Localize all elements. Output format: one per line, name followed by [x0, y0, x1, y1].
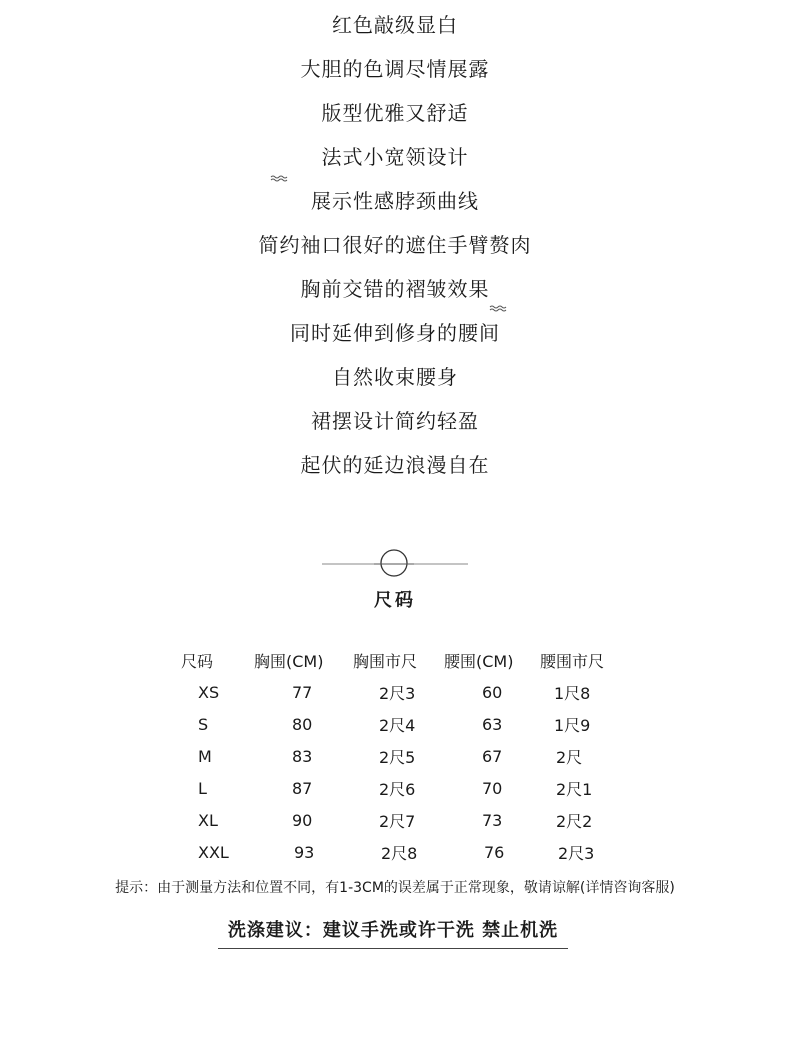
size-cell: 2尺3 [379, 683, 416, 703]
description-line-6: 简约袖口很好的遮住手臂赘肉 [258, 233, 532, 257]
size-cell: 1尺8 [554, 683, 591, 703]
size-table-row [170, 740, 630, 772]
size-cell: 90 [292, 810, 313, 830]
wash-advice: 洗涤建议：建议手洗或许干洗 禁止机洗 [218, 916, 568, 949]
size-table-row [170, 676, 630, 708]
size-cell: 93 [294, 842, 315, 862]
size-cell: 83 [292, 746, 313, 766]
description-line-7: 胸前交错的褶皱效果 [300, 277, 490, 301]
description-line-9: 自然收束腰身 [332, 365, 458, 389]
description-line-2: 大胆的色调尽情展露 [300, 57, 490, 81]
size-cell: 67 [482, 746, 503, 766]
size-cell: XS [198, 682, 220, 702]
size-table-row [170, 804, 630, 836]
size-cell: XXL [198, 842, 229, 862]
size-cell: 87 [292, 778, 313, 798]
size-cell: 73 [482, 810, 503, 830]
size-cell: M [198, 746, 212, 766]
size-cell: 60 [482, 682, 503, 702]
measurement-tip: 提示：由于测量方法和位置不同，有1-3CM的误差属于正常现象，敬请谅解(详情咨询客服) [115, 880, 675, 896]
wave-decoration-icon [489, 304, 507, 314]
wave-decoration-icon [270, 174, 288, 184]
description-line-11: 起伏的延边浪漫自在 [300, 453, 490, 477]
size-table-header: 胸围(CM) [254, 651, 324, 671]
size-cell: XL [198, 810, 218, 830]
size-cell: 80 [292, 714, 313, 734]
size-table-row [170, 708, 630, 740]
size-cell: 77 [292, 682, 313, 702]
description-line-1: 红色敲级显白 [332, 13, 458, 37]
size-cell: 2尺8 [381, 843, 418, 863]
description-line-5: 展示性感脖颈曲线 [311, 189, 479, 213]
size-section-title: 尺码 [374, 590, 416, 611]
size-table-header: 腰围市尺 [540, 651, 605, 671]
size-table-header: 腰围(CM) [444, 651, 514, 671]
size-table-row [170, 772, 630, 804]
size-table [170, 644, 630, 868]
size-cell: 76 [484, 842, 505, 862]
description-line-3: 版型优雅又舒适 [321, 101, 469, 125]
size-cell: S [198, 714, 209, 734]
size-cell: 1尺9 [554, 715, 591, 735]
size-table-header: 尺码 [181, 651, 214, 671]
size-cell: 2尺2 [556, 811, 593, 831]
size-cell: 2尺7 [379, 811, 416, 831]
size-cell: 2尺5 [379, 747, 416, 767]
size-table-row [170, 836, 630, 868]
circle-divider-icon [322, 548, 468, 580]
size-table-header-row [170, 644, 630, 676]
description-line-10: 裙摆设计简约轻盈 [311, 409, 479, 433]
size-cell: 2尺6 [379, 779, 416, 799]
description-line-4: 法式小宽领设计 [321, 145, 469, 169]
size-cell: 2尺3 [558, 843, 595, 863]
description-line-8: 同时延伸到修身的腰间 [290, 321, 500, 345]
size-cell: 70 [482, 778, 503, 798]
size-cell: 63 [482, 714, 503, 734]
size-cell: 2尺1 [556, 779, 593, 799]
size-cell: L [198, 778, 207, 798]
size-table-header: 胸围市尺 [353, 651, 418, 671]
size-cell: 2尺4 [379, 715, 416, 735]
size-cell: 2尺 [556, 747, 583, 767]
